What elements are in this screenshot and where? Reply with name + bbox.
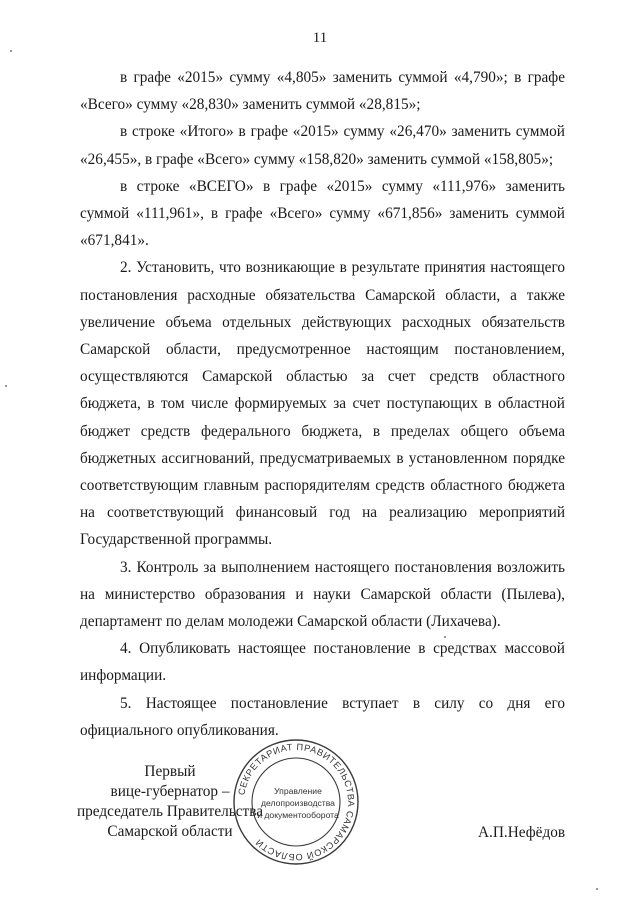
signatory-name: А.П.Нефёдов xyxy=(478,824,566,841)
paragraph-clause-3: 3. Контроль за выполнением настоящего постановления возложить на министерство образования и науки Самарской области (Пылева), департамент по делам молодежи Самарской области (Лихачева). xyxy=(80,558,565,631)
scan-speck xyxy=(444,636,446,638)
document-body xyxy=(80,64,565,744)
stamp-line: делопроизводства xyxy=(261,798,335,808)
scan-speck xyxy=(10,50,12,52)
paragraph-amendment-2: в строке «Итого» в графе «2015» сумму «26,470» заменить суммой «26,455», в графе «Всего» сумму «158,820» заменить суммой «158,805»; xyxy=(80,123,565,168)
paragraph-clause-2: 2. Установить, что возникающие в результате принятия настоящего постановления расходные обязательства Самарской области, а также увеличение объема отдельных действующих расходных обязательств Самарской области, предусмотренное настоящим постановлением, осуществляются Самарской областью за счет средств областного бюджета, в том числе формируемых за счет поступающих в областной бюджет средств федерального бюджета, в пределах общего объема бюджетных ассигнований, предусматриваемых в установленном порядке соответствующим главным распорядителям средств областного бюджета на соответствующий финансовый год на реализацию мероприятий Государственной программы. xyxy=(80,259,565,549)
page-number: 11 xyxy=(312,30,328,46)
signatory-title-line: Самарской области xyxy=(107,823,233,840)
scan-speck xyxy=(596,888,598,890)
paragraph-amendment-3: в строке «ВСЕГО» в графе «2015» сумму «111,976» заменить суммой «111,961», в графе «Всего» сумму «671,856» заменить суммой «671,841». xyxy=(80,177,565,250)
signatory-title-line: Первый xyxy=(144,763,196,780)
paragraph-clause-5: 5. Настоящее постановление вступает в силу со дня его официального опубликования. xyxy=(80,694,565,739)
scan-speck xyxy=(5,385,7,387)
stamp-line: Управление xyxy=(274,786,322,796)
stamp-ring-text: СЕКРЕТАРИАТ ПРАВИТЕЛЬСТВА САМАРСКОЙ ОБЛАСТИ xyxy=(236,741,357,863)
signatory-title-line: вице-губернатор – xyxy=(110,783,230,800)
paragraph-clause-4: 4. Опубликовать настоящее постановление в средствах массовой информации. xyxy=(80,640,565,685)
official-stamp xyxy=(232,738,360,866)
stamp-line: и документооборота xyxy=(257,810,339,820)
paragraph-amendment-1: в графе «2015» сумму «4,805» заменить суммой «4,790»; в графе «Всего» сумму «28,830» заменить суммой «28,815»; xyxy=(80,69,565,114)
signatory-title-line: председатель Правительства xyxy=(76,803,264,820)
